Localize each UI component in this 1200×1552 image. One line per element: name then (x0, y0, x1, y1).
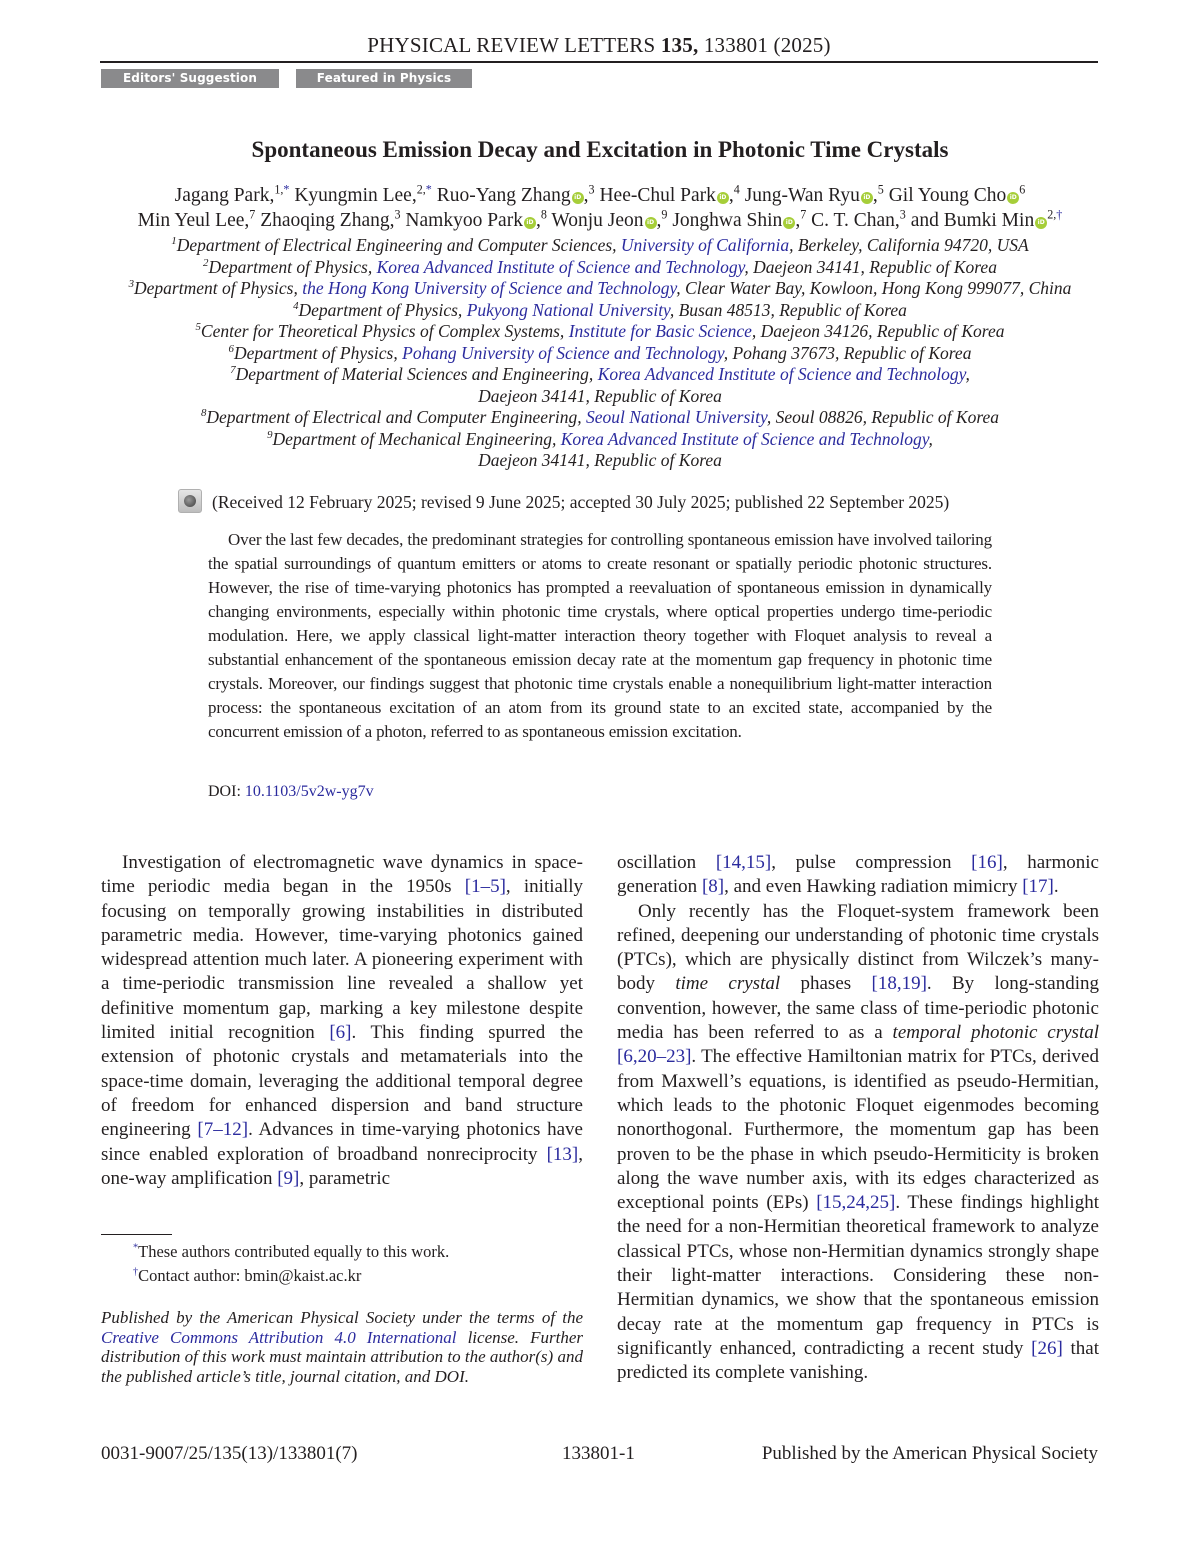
author-name[interactable]: Ruo-Yang Zhang (436, 185, 571, 206)
editors-suggestion-badge[interactable]: Editors' Suggestion (101, 69, 279, 88)
doi-link[interactable]: 10.1103/5v2w-yg7v (244, 783, 374, 800)
orcid-icon[interactable]: iD (524, 217, 536, 229)
author-affiliation-number: 6 (1019, 182, 1026, 197)
affiliation-number: 6 (228, 342, 234, 355)
author-note-mark[interactable]: * (283, 182, 290, 197)
body-column-left (101, 851, 583, 1191)
footnote-equal-contribution (133, 1242, 449, 1262)
affiliation (100, 257, 1100, 279)
affiliation-number: 2 (203, 256, 209, 269)
affiliation-location: , Clear Water Bay, Kowloon, Hong Kong 999077, China (676, 278, 1072, 298)
affiliation-institution-link[interactable]: Seoul National University (586, 407, 767, 427)
affiliation-location: , Seoul 08826, Republic of Korea (766, 407, 999, 427)
body-paragraph: Only recently has the Floquet-system framework been refined, deepening our understanding of photonic time crystals (PTCs), which are physically distinct from Wilczek’s many-body time crystal phases [18,19]. By long-standing convention, however, the same class of time-periodic photonic media has been referred to as a temporal photonic crystal [6,20–23]. The effective Hamiltonian matrix for PTCs, derived from Maxwell’s equations, is identified as pseudo-Hermitian, which leads to the photonic Floquet eigenmodes becoming nonorthogonal. Furthermore, the momentum gap has been proven to be the phase in which pseudo-Hermiticity is broken along the wave number axis, with its edges characterized as exceptional points (EPs) [15,24,25]. These findings highlight the need for a non-Hermitian theoretical framework to analyze classical PTCs, whose non-Hermitian dynamics strongly shape their light-matter interactions. Considering these non-Hermitian dynamics, we show that the spontaneous emission decay rate at the momentum gap frequency in PTCs is significantly enhanced, contradicting a recent study [26] that predicted its complete vanishing. (617, 900, 1100, 1384)
footer-publisher: Published by the American Physical Society (761, 1443, 1098, 1464)
affiliation-institution-link[interactable]: the Hong Kong University of Science and Technology (302, 278, 677, 298)
affiliation-list (100, 235, 1100, 472)
journal-volume: 135, (660, 33, 699, 57)
affiliation (100, 364, 1100, 386)
footnote-mark: † (133, 1266, 139, 1278)
affiliation (100, 278, 1100, 300)
author-affiliation-number: 1,* (274, 182, 290, 197)
affiliation (100, 386, 1100, 408)
author-affiliation-number: 5 (877, 182, 884, 197)
affiliation-number: 8 (200, 407, 207, 420)
orcid-icon[interactable]: iD (783, 217, 795, 229)
author-affiliation-number: 7 (249, 207, 256, 222)
citation-link[interactable]: [6,20–23] (617, 1046, 692, 1068)
affiliation-institution-link[interactable]: Pohang University of Science and Technology (402, 342, 724, 363)
featured-in-physics-badge[interactable]: Featured in Physics (296, 69, 472, 88)
license-statement (101, 1308, 583, 1386)
author-name[interactable]: Wonju Jeon (551, 210, 644, 231)
footer-issn: 0031-9007/25/135(13)/133801(7) (101, 1443, 358, 1464)
body-paragraph: Investigation of electromagnetic wave dynamics in space-time periodic media began in the 1950s [1–5], initially focusing on temporally growing instabilities in distributed parametric media. However, time-varying photonics gained widespread attention much later. A pioneering experiment with a time-periodic transmission line revealed a shallow yet definitive momentum gap, marking a key milestone despite limited initial recognition [6]. This finding spurred the extension of photonic crystals and metamaterials into the space-time domain, leveraging the additional temporal degree of freedom for enhanced dispersion and band structure engineering [7–12]. Advances in time-varying photonics have since enabled exploration of broadband nonreciprocity [13], one-way amplification [9], parametric (101, 852, 584, 1189)
affiliation (100, 407, 1100, 429)
affiliation-location: , Daejeon 34141, Republic of Korea (744, 256, 997, 277)
affiliation-location: , Daejeon 34126, Republic of Korea (751, 321, 1005, 341)
affiliation-location: , Busan 48513, Republic of Korea (669, 299, 907, 320)
emphasized-term: temporal photonic crystal (892, 1022, 1100, 1044)
license-link[interactable]: Creative Commons Attribution 4.0 International (101, 1327, 457, 1347)
affiliation-location: , (965, 364, 970, 384)
author[interactable] (137, 207, 256, 231)
affiliation (100, 450, 1100, 472)
affiliation-number: 4 (293, 299, 299, 312)
affiliation-number: 7 (230, 364, 236, 377)
orcid-icon[interactable]: iD (1035, 217, 1047, 229)
license-text-pre: Published by the American Physical Society under the terms of the (101, 1308, 583, 1327)
paper-title: Spontaneous Emission Decay and Excitation in Photonic Time Crystals (251, 137, 949, 162)
author-note-mark[interactable]: * (425, 182, 432, 197)
author-name[interactable]: Min Yeul Lee, (137, 210, 250, 231)
orcid-icon[interactable]: iD (572, 192, 584, 204)
citation-link[interactable]: [15,24,25] (816, 1192, 896, 1214)
author[interactable] (174, 182, 290, 206)
author-affiliation-number: 2,† (1047, 207, 1063, 222)
affiliation-location: , Berkeley, California 94720, USA (789, 235, 1029, 255)
author-name[interactable]: Kyungmin Lee, (294, 185, 417, 206)
citation-link[interactable]: [26] (1031, 1337, 1063, 1359)
affiliation-department: Department of Electrical and Computer Engineering, (206, 407, 586, 427)
footnote-contact-author (133, 1266, 361, 1286)
author-affiliation-number: 8 (540, 207, 547, 222)
author[interactable]: Namkyoo Park iD ,$^8$ (405, 207, 547, 231)
author-affiliation-number: 9 (661, 207, 668, 222)
author-affiliation-number: 3 (394, 207, 401, 222)
author-name[interactable]: Hee-Chul Park (599, 185, 716, 206)
abstract: Over the last few decades, the predominant strategies for controlling spontaneous emission have involved tailoring the spatial surroundings of quantum emitters or atoms to create resonant or spatially periodic photonic structures. However, the rise of time-varying photonics has prompted a reevaluation of spontaneous emission in dynamically changing environments, especially within photonic time crystals, where optical properties undergo time-periodic modulation. Here, we apply classical light-matter interaction theory together with Floquet analysis to reveal a substantial enhancement of the spontaneous emission decay rate at the momentum gap frequency in photonic time crystals. Moreover, our findings suggest that photonic time crystals enable a nonequilibrium light-matter interaction process: the spontaneous excitation of an atom from its ground state to an excited state, accompanied by the concurrent emission of a photon, referred to as spontaneous emission excitation. (208, 530, 992, 741)
affiliation (100, 300, 1100, 322)
citation-link[interactable]: [8] (701, 876, 725, 898)
emphasized-term: time crystal (675, 973, 781, 995)
affiliation-department: Department of Mechanical Engineering, (272, 428, 561, 449)
author-name[interactable]: Jonghwa Shin (672, 210, 783, 231)
author-affiliation-number: 3 (899, 207, 906, 222)
author[interactable]: Jonghwa Shin iD ,$^7$ (672, 207, 807, 231)
affiliation-number: 5 (195, 321, 201, 334)
doi-line (208, 783, 374, 801)
footnote-text: Contact author: bmin@kaist.ac.kr (138, 1266, 362, 1285)
author-name[interactable]: Jung-Wan Ryu (744, 185, 860, 206)
affiliation-department: Department of Material Sciences and Engineering, (235, 364, 598, 384)
author[interactable]: Ruo-Yang Zhang iD ,$^3$ (436, 182, 595, 206)
affiliation-institution-link[interactable]: Institute for Basic Science (568, 321, 752, 341)
publication-history (178, 489, 1078, 513)
orcid-icon[interactable]: iD (1007, 192, 1019, 204)
affiliation-location: , (928, 428, 933, 449)
citation-link[interactable]: [1–5] (464, 876, 506, 898)
citation-link[interactable]: [9] (277, 1167, 300, 1189)
footnote-mark: * (133, 1242, 139, 1254)
affiliation-institution-link[interactable]: University of California (620, 235, 790, 255)
affiliation-department: Department of Physics, (298, 299, 467, 320)
doi-label: DOI: (208, 783, 241, 800)
citation-link[interactable]: [7–12] (197, 1119, 249, 1141)
orcid-icon[interactable]: iD (861, 192, 873, 204)
body-column-right (617, 851, 1099, 1386)
affiliation-institution-link[interactable]: Korea Advanced Institute of Science and Technology (376, 256, 745, 277)
citation-link[interactable]: [6] (329, 1022, 352, 1044)
affiliation-department: Department of Physics, (134, 278, 303, 298)
orcid-icon[interactable]: iD (717, 192, 729, 204)
citation-link[interactable]: [18,19] (871, 973, 927, 995)
crossmark-icon[interactable] (178, 489, 202, 513)
author-list-line-1 (100, 182, 1100, 207)
affiliation-institution-link[interactable]: Pukyong National University (466, 299, 670, 320)
affiliation-institution-link[interactable]: Korea Advanced Institute of Science and Technology (560, 428, 929, 449)
citation-link[interactable]: [14,15] (715, 852, 772, 873)
affiliation-department: Daejeon 34141, Republic of Korea (478, 385, 722, 406)
citation-link[interactable]: [17] (1022, 876, 1054, 898)
affiliation-department: Department of Physics, (208, 256, 377, 277)
journal-name: PHYSICAL REVIEW LETTERS (367, 33, 656, 57)
affiliation-department: Daejeon 34141, Republic of Korea (478, 450, 722, 470)
author[interactable] (811, 207, 906, 231)
author[interactable]: Jung-Wan Ryu iD ,$^5$ (744, 182, 884, 206)
author-affiliation-number: 2,* (416, 182, 432, 197)
author-affiliation-number: 7 (800, 207, 807, 222)
affiliation-number: 3 (128, 278, 135, 291)
author[interactable] (888, 182, 1026, 206)
author[interactable] (260, 207, 401, 231)
footnote-text: These authors contributed equally to this work. (138, 1242, 450, 1261)
running-head (100, 33, 1098, 58)
header-rule (100, 61, 1098, 63)
author-affiliation-number: 3 (588, 182, 595, 197)
footer-page-number: 133801-1 (562, 1443, 635, 1464)
affiliation-number: 9 (267, 428, 273, 441)
affiliation-department: Center for Theoretical Physics of Complex Systems, (200, 321, 569, 341)
affiliation (100, 429, 1100, 451)
affiliation-department: Department of Electrical Engineering and Computer Sciences, (176, 235, 621, 255)
author-name[interactable]: Namkyoo Park (405, 210, 523, 231)
author-name[interactable]: C. T. Chan, (811, 210, 900, 231)
author[interactable] (910, 207, 1063, 231)
author-name[interactable]: Zhaoqing Zhang, (260, 210, 395, 231)
affiliation (100, 343, 1100, 365)
affiliation (100, 321, 1100, 343)
affiliation-location: , Pohang 37673, Republic of Korea (723, 342, 972, 363)
author-affiliation-number: 4 (733, 182, 740, 197)
orcid-icon[interactable]: iD (645, 217, 657, 229)
journal-citation: 133801 (2025) (703, 33, 831, 57)
affiliation-department: Department of Physics, (233, 342, 403, 363)
citation-link[interactable]: [13] (546, 1143, 579, 1165)
author-note-mark[interactable]: † (1056, 207, 1063, 222)
affiliation (100, 235, 1100, 257)
affiliation-institution-link[interactable]: Korea Advanced Institute of Science and Technology (597, 364, 966, 384)
affiliation-number: 1 (171, 235, 177, 248)
author-name[interactable]: Gil Young Cho (888, 185, 1007, 206)
author[interactable]: Wonju Jeon iD ,$^9$ (551, 207, 668, 231)
author-name[interactable]: Jagang Park, (174, 185, 275, 206)
footnote-rule (101, 1234, 172, 1235)
author[interactable]: Hee-Chul Park iD ,$^4$ (599, 182, 740, 206)
history-text: (Received 12 February 2025; revised 9 June 2025; accepted 30 July 2025; published 22 September 2025) (212, 492, 950, 512)
citation-link[interactable]: [16] (971, 852, 1003, 873)
author-name[interactable]: and Bumki Min (910, 210, 1035, 231)
author-list-line-2 (100, 207, 1100, 232)
license-text-post: license. Further distribution of this work must maintain attribution to the author(s) and the published article’s title, journal citation, and DOI. (101, 1327, 583, 1386)
body-paragraph: oscillation [14,15], pulse compression [16], harmonic generation [8], and even Hawking radiation mimicry [17]. (617, 852, 1099, 898)
author[interactable] (294, 182, 432, 206)
